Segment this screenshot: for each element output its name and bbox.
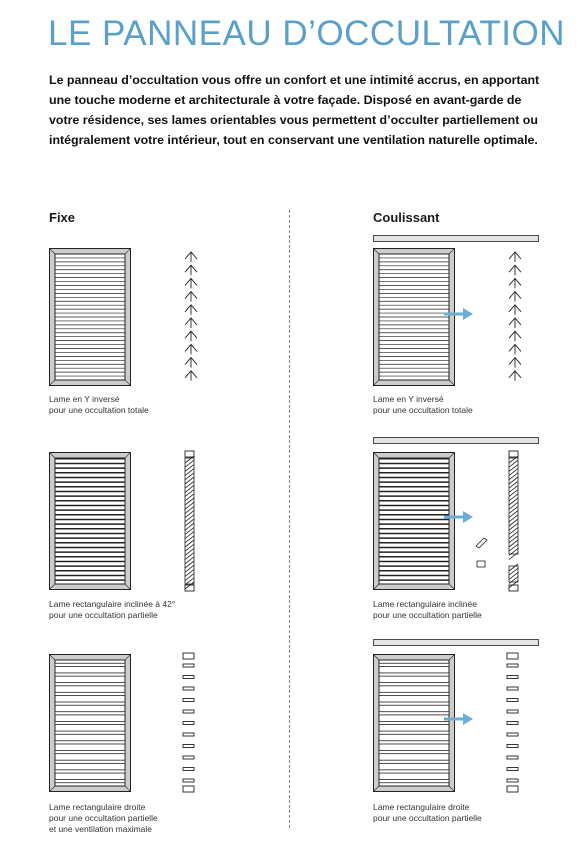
sliding-rail <box>373 235 539 243</box>
end-cap <box>183 786 194 792</box>
slat <box>379 770 449 773</box>
slide-arrow-icon <box>444 713 474 725</box>
slat-profile-inclined-sliding <box>470 450 524 592</box>
caption-fixe-2: Lame rectangulaire inclinée à 42° pour une occultation partielle <box>49 599 176 620</box>
sliding-rail <box>373 639 539 647</box>
slat <box>379 741 449 744</box>
slat-profile-y <box>184 252 200 386</box>
end-cap <box>509 451 518 457</box>
caption-fixe-1: Lame en Y inversé pour une occultation totale <box>49 394 149 415</box>
straight-slat-section <box>507 768 518 771</box>
panel-fixe-straight-slats <box>49 654 131 792</box>
slat-profile-straight <box>506 652 520 794</box>
straight-slat-section <box>507 745 518 748</box>
end-cap <box>509 585 518 591</box>
straight-slat-section <box>183 722 194 725</box>
panel-fixe-inclined-slats <box>49 452 131 590</box>
straight-slat-section <box>183 756 194 759</box>
panel-fixe-y-slats <box>49 248 131 386</box>
caption-coulissant-2: Lame rectangulaire inclinée pour une occultation partielle <box>373 599 482 620</box>
straight-slat-section <box>507 664 518 667</box>
straight-slat-section <box>183 687 194 690</box>
slat <box>55 683 125 686</box>
slat <box>55 721 125 724</box>
straight-slat-section <box>507 710 518 713</box>
column-divider <box>289 210 290 828</box>
rail-bar <box>374 438 539 444</box>
straight-slat-section <box>507 699 518 702</box>
slat <box>379 683 449 686</box>
slat <box>379 780 449 783</box>
slat <box>379 760 449 763</box>
slide-arrow-icon <box>444 308 474 320</box>
slat <box>55 770 125 773</box>
slat <box>379 750 449 753</box>
slat <box>55 712 125 715</box>
slat <box>55 692 125 695</box>
straight-slat-section <box>183 745 194 748</box>
slat <box>379 673 449 676</box>
caption-fixe-3: Lame rectangulaire droite pour une occultation partielle et une ventilation maximale <box>49 802 158 834</box>
straight-slat-section <box>183 664 194 667</box>
straight-slat-section <box>507 756 518 759</box>
straight-slat-section <box>507 676 518 679</box>
slat <box>379 692 449 695</box>
slat <box>55 663 125 666</box>
slat <box>55 673 125 676</box>
page-title: LE PANNEAU D’OCCULTATION <box>48 14 565 53</box>
detached-cap <box>477 561 485 567</box>
end-cap <box>507 653 518 659</box>
slat <box>55 731 125 734</box>
slat <box>379 712 449 715</box>
straight-slat-section <box>183 676 194 679</box>
straight-slat-section <box>507 779 518 782</box>
straight-slat-section <box>183 733 194 736</box>
detached-slat <box>476 538 487 548</box>
rail-bar <box>374 236 539 242</box>
straight-slat-section <box>507 722 518 725</box>
straight-slat-section <box>507 733 518 736</box>
straight-slat-section <box>183 779 194 782</box>
slat <box>55 702 125 705</box>
panel-coulissant-y-slats <box>373 248 455 386</box>
end-cap <box>507 786 518 792</box>
panel-coulissant-inclined-slats <box>373 452 455 590</box>
panel-coulissant-straight-slats <box>373 654 455 792</box>
slat <box>55 741 125 744</box>
arrow-head <box>463 308 473 320</box>
slat <box>55 780 125 783</box>
rail-bar <box>374 640 539 646</box>
column-heading-coulissant: Coulissant <box>373 210 440 225</box>
slat <box>379 702 449 705</box>
column-heading-fixe: Fixe <box>49 210 76 225</box>
end-cap <box>185 451 194 457</box>
slat <box>379 663 449 666</box>
slat-profile-inclined <box>183 450 199 592</box>
slat-profile-straight <box>182 652 196 794</box>
arrow-head <box>463 713 473 725</box>
straight-slat-section <box>183 699 194 702</box>
intro-paragraph: Le panneau d’occultation vous offre un confort et une intimité accrus, en apportant une touche moderne et architecturale à votre façade. Disposé en avant-garde de votre résidence, ses lames orientables vous permettent d’occulter partiellement ou intégralement votre intérieur, tout en conservant une ventilation naturelle optimale. <box>49 73 540 147</box>
end-cap <box>183 653 194 659</box>
slat <box>55 760 125 763</box>
slat <box>55 750 125 753</box>
slat <box>379 721 449 724</box>
straight-slat-section <box>183 710 194 713</box>
straight-slat-section <box>183 768 194 771</box>
slat-profile-y <box>508 252 524 386</box>
caption-coulissant-3: Lame rectangulaire droite pour une occultation partielle <box>373 802 482 823</box>
caption-coulissant-1: Lame en Y inversé pour une occultation totale <box>373 394 473 415</box>
slat <box>379 731 449 734</box>
sliding-rail <box>373 437 539 445</box>
straight-slat-section <box>507 687 518 690</box>
